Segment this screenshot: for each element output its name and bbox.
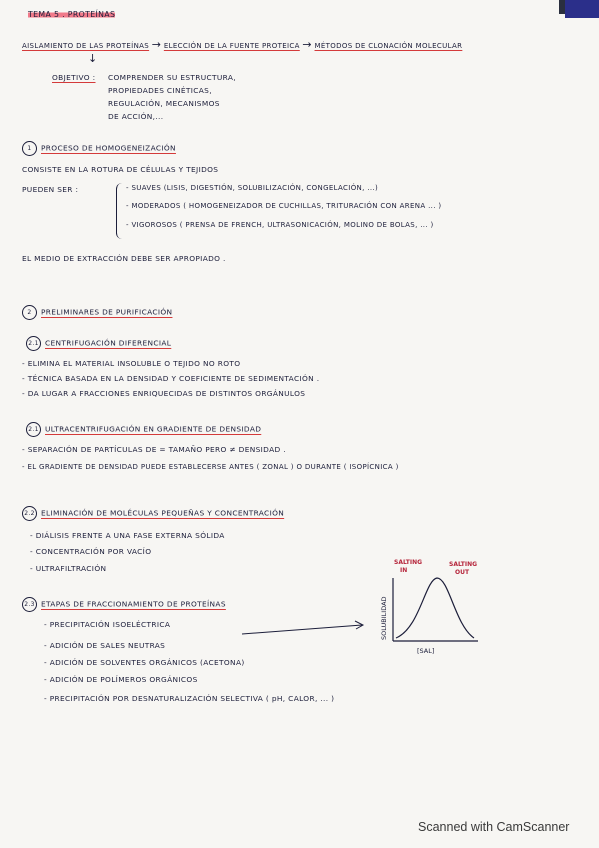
flow-arrow-icon: →	[151, 38, 162, 51]
subsection-line: - ADICIÓN DE POLÍMEROS ORGÁNICOS	[44, 675, 198, 684]
subsection-number-badge: 2.2	[22, 506, 37, 521]
pointer-arrow	[242, 621, 363, 634]
subsection-heading: 2.1 CENTRIFUGACIÓN DIFERENCIAL	[26, 336, 171, 351]
graph-label-salting-out: SALTING OUT	[449, 561, 478, 576]
section1-intro: CONSISTE EN LA ROTURA DE CÉLULAS Y TEJIDOS	[22, 165, 219, 174]
subsection-line: - DA LUGAR A FRACCIONES ENRIQUECIDAS DE DISTINTOS ORGÁNULOS	[22, 389, 306, 398]
flow-arrow-icon: →	[302, 38, 312, 51]
subsection-line: - PRECIPITACIÓN POR DESNATURALIZACIÓN SELECTIVA ( pH, CALOR, ... )	[44, 694, 335, 703]
subsection-line: - ADICIÓN DE SOLVENTES ORGÁNICOS (ACETONA)	[44, 658, 245, 667]
objective-line-1: COMPRENDER SU ESTRUCTURA,	[108, 73, 236, 82]
subsection-heading: 2.1 ULTRACENTRIFUGACIÓN EN GRADIENTE DE DENSIDAD	[26, 422, 261, 437]
subsection-line: - PRECIPITACIÓN ISOELÉCTRICA	[44, 620, 171, 629]
subsection-line: - SEPARACIÓN DE PARTÍCULAS DE = TAMAÑO PERO ≠ DENSIDAD .	[22, 445, 286, 454]
section1-item: - VIGOROSOS ( PRENSA DE FRENCH, ULTRASONICACIÓN, MOLINO DE BOLAS, ... )	[126, 221, 434, 229]
section1-closing: EL MEDIO DE EXTRACCIÓN DEBE SER APROPIADO .	[22, 254, 226, 263]
section-number-badge: 2	[22, 305, 37, 320]
subsection-line: - DIÁLISIS FRENTE A UNA FASE EXTERNA SÓLIDA	[30, 531, 225, 540]
subsection-number-badge: 2.1	[26, 422, 41, 437]
subsection-line: - ULTRAFILTRACIÓN	[30, 564, 107, 573]
subsection-line: - CONCENTRACIÓN POR VACÍO	[30, 547, 152, 556]
subsection-line: - TÉCNICA BASADA EN LA DENSIDAD Y COEFICIENTE DE SEDIMENTACIÓN .	[22, 374, 320, 383]
objective-line-4: DE ACCIÓN,...	[108, 112, 164, 121]
flow-step-cloning: MÉTODOS DE CLONACIÓN MOLECULAR	[314, 42, 463, 50]
subsection-line: - EL GRADIENTE DE DENSIDAD PUEDE ESTABLECERSE ANTES ( ZONAL ) O DURANTE ( ISOPÍCNICA )	[22, 463, 399, 471]
page-title: TEMA 5 . PROTEÍNAS	[28, 10, 116, 19]
graph-ylabel: SOLUBILIDAD	[380, 596, 388, 640]
section1-can-be: PUEDEN SER :	[22, 185, 79, 194]
section1-item: - MODERADOS ( HOMOGENEIZADOR DE CUCHILLAS, TRITURACIÓN CON ARENA ... )	[126, 202, 442, 210]
graph-xlabel: [SAL]	[417, 647, 435, 655]
flow-step-isolation: AISLAMIENTO DE LAS PROTEÍNAS	[22, 42, 150, 50]
objective-line-2: PROPIEDADES CINÉTICAS,	[108, 86, 212, 95]
subsection-line: - ELIMINA EL MATERIAL INSOLUBLE O TEJIDO NO ROTO	[22, 359, 241, 368]
section-number-badge: 1	[22, 141, 37, 156]
subsection-heading: 2.2 ELIMINACIÓN DE MOLÉCULAS PEQUEÑAS Y CONCENTRACIÓN	[22, 506, 284, 521]
solubility-curve	[396, 578, 474, 638]
objective-label: OBJETIVO :	[52, 73, 96, 82]
subsection-heading: 2.3 ETAPAS DE FRACCIONAMIENTO DE PROTEÍNAS	[22, 597, 226, 612]
scanner-watermark: Scanned with CamScanner	[418, 820, 570, 834]
section1-heading: 1 PROCESO DE HOMOGENEIZACIÓN	[22, 141, 176, 156]
section2-heading: 2 PRELIMINARES DE PURIFICACIÓN	[22, 305, 172, 320]
flow-step-source: ELECCIÓN DE LA FUENTE PROTEICA	[163, 42, 300, 50]
down-arrow-icon: ↓	[88, 52, 98, 65]
subsection-line: - ADICIÓN DE SALES NEUTRAS	[44, 641, 166, 650]
objective-line-3: REGULACIÓN, MECANISMOS	[108, 99, 220, 108]
subsection-number-badge: 2.1	[26, 336, 41, 351]
subsection-number-badge: 2.3	[22, 597, 37, 612]
section1-item: - SUAVES (LISIS, DIGESTIÓN, SOLUBILIZACIÓN, CONGELACIÓN, ...)	[126, 184, 379, 192]
graph-label-salting-in: SALTING IN	[394, 559, 423, 574]
